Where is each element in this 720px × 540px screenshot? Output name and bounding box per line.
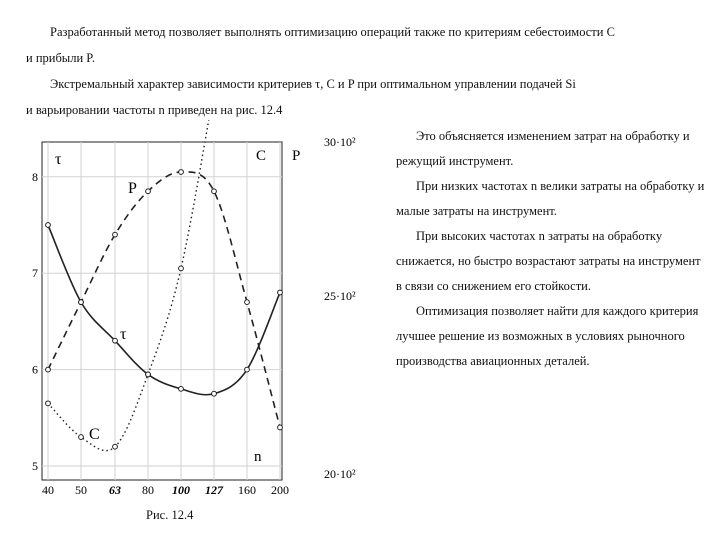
data-point <box>146 189 151 194</box>
series-label: τ <box>120 326 127 343</box>
intro-line-2: и прибыли P. <box>26 51 95 65</box>
data-point <box>79 435 84 440</box>
right-paragraph-3: При высоких частотах n затраты на обработку снижается, но быстро возрастают затраты на инструмент в связи со снижением его стойкости. <box>396 229 701 293</box>
data-point <box>278 290 283 295</box>
x-tick-label: 40 <box>42 483 54 497</box>
x-axis-label: n <box>254 449 262 465</box>
data-point <box>113 338 118 343</box>
data-point <box>245 367 250 372</box>
data-point <box>113 232 118 237</box>
data-point <box>46 367 51 372</box>
y-tick-label: 6 <box>32 362 38 377</box>
figure-chart <box>0 120 390 508</box>
figure-caption: Рис. 12.4 <box>146 508 194 522</box>
data-point <box>79 300 84 305</box>
y-tick-label: 5 <box>32 459 38 473</box>
x-tick-label: 63 <box>109 483 121 497</box>
data-point <box>146 372 151 377</box>
right-axis-header-c: C <box>256 148 267 164</box>
x-tick-label: 200 <box>271 483 289 497</box>
x-tick-label: 100 <box>172 483 190 497</box>
x-tick-label: 80 <box>142 483 154 497</box>
series-label: C <box>89 426 100 443</box>
data-point <box>46 223 51 228</box>
data-point <box>212 391 217 396</box>
data-point <box>245 300 250 305</box>
right-paragraph-2: При низких частотах n велики затраты на обработку и малые затраты на инструмент. <box>396 179 705 218</box>
data-point <box>179 170 184 175</box>
series-label: P <box>128 180 137 197</box>
right-axis-header-p: P <box>292 148 301 164</box>
right-axis-label: 30·10² <box>324 135 356 149</box>
intro-line-3: Экстремальный характер зависимости критериев τ, C и P при оптимальном управлении подачей Si <box>50 77 576 91</box>
y-tick-label: 8 <box>32 169 38 184</box>
right-paragraph-1: Это объясняется изменением затрат на обработку и режущий инструмент. <box>396 129 690 168</box>
right-axis-label: 25·10² <box>324 289 356 303</box>
right-paragraph-4: Оптимизация позволяет найти для каждого критерия лучшее решение из возможных в условиях рыночного производства авиационных деталей. <box>396 304 699 368</box>
x-tick-label: 50 <box>75 483 87 497</box>
data-point <box>113 444 118 449</box>
y-tick-label: 7 <box>32 266 38 281</box>
data-point <box>179 266 184 271</box>
data-point <box>212 189 217 194</box>
data-point <box>179 386 184 391</box>
right-column <box>396 124 708 374</box>
data-point <box>278 425 283 430</box>
right-axis-label: 20·10² <box>324 467 356 481</box>
intro-line-4: и варьировании частоты n приведен на рис. 12.4 <box>26 103 283 117</box>
plot-frame <box>42 142 282 480</box>
data-point <box>46 401 51 406</box>
x-tick-label: 160 <box>238 483 256 497</box>
series-line-p <box>48 172 280 428</box>
left-axis-label: τ <box>55 151 62 168</box>
x-tick-label: 127 <box>205 483 223 497</box>
intro-line-1: Разработанный метод позволяет выполнять оптимизацию операций также по критериям себестоимости C <box>50 25 615 39</box>
